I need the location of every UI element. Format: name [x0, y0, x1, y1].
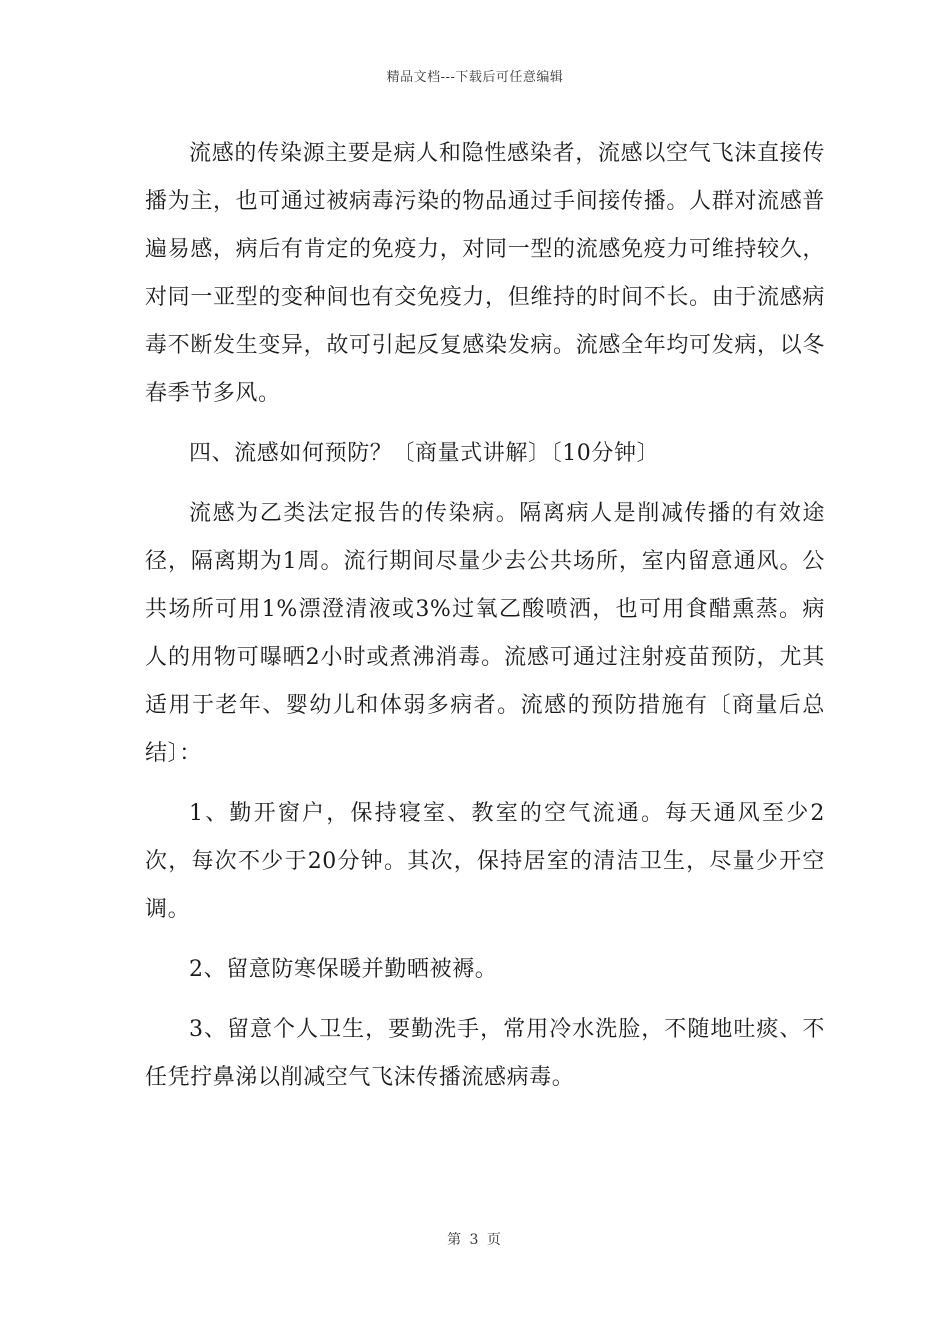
paragraph-prevention: 流感为乙类法定报告的传染病。隔离病人是削减传播的有效途径，隔离期为1周。流行期间尽量少去公共场所，室内留意通风。公共场所可用1%漂澄清液或3%过氧乙酸喷洒，也可用食醋熏蒸。病人的用物可曝晒2小时或煮沸消毒。流感可通过注射疫苗预防，尤其适用于老年、婴幼儿和体弱多病者。流感的预防措施有〔商量后总结〕：: [145, 501, 825, 766]
paragraph-transmission: 流感的传染源主要是病人和隐性感染者，流感以空气飞沫直接传播为主，也可通过被病毒污染的物品通过手间接传播。人群对流感普遍易感，病后有肯定的免疫力，对同一型的流感免疫力可维持较久，对同一亚型的变种间也有交免疫力，但维持的时间不长。由于流感病毒不断发生变异，故可引起反复感染发病。流感全年均可发病，以冬春季节多风。: [145, 141, 825, 406]
page-header: 精品文档---下载后可任意编辑: [386, 70, 564, 85]
section-heading-prevention: 四、流感如何预防？〔商量式讲解〕〔10分钟〕: [189, 441, 660, 466]
list-item-ventilation: 1、勤开窗户，保持寝室、教室的空气流通。每天通风至少2次，每次不少于20分钟。其次，保持居室的清洁卫生，尽量少开空调。: [145, 801, 825, 922]
list-item-warmth: 2、留意防寒保暖并勤晒被褥。: [189, 957, 498, 982]
page-number: 第 3 页: [447, 1232, 503, 1248]
document-body: [145, 130, 825, 1102]
list-item-hygiene: 3、留意个人卫生，要勤洗手，常用冷水洗脸，不随地吐痰、不任凭拧鼻涕以削减空气飞沫传播流感病毒。: [145, 1017, 825, 1090]
